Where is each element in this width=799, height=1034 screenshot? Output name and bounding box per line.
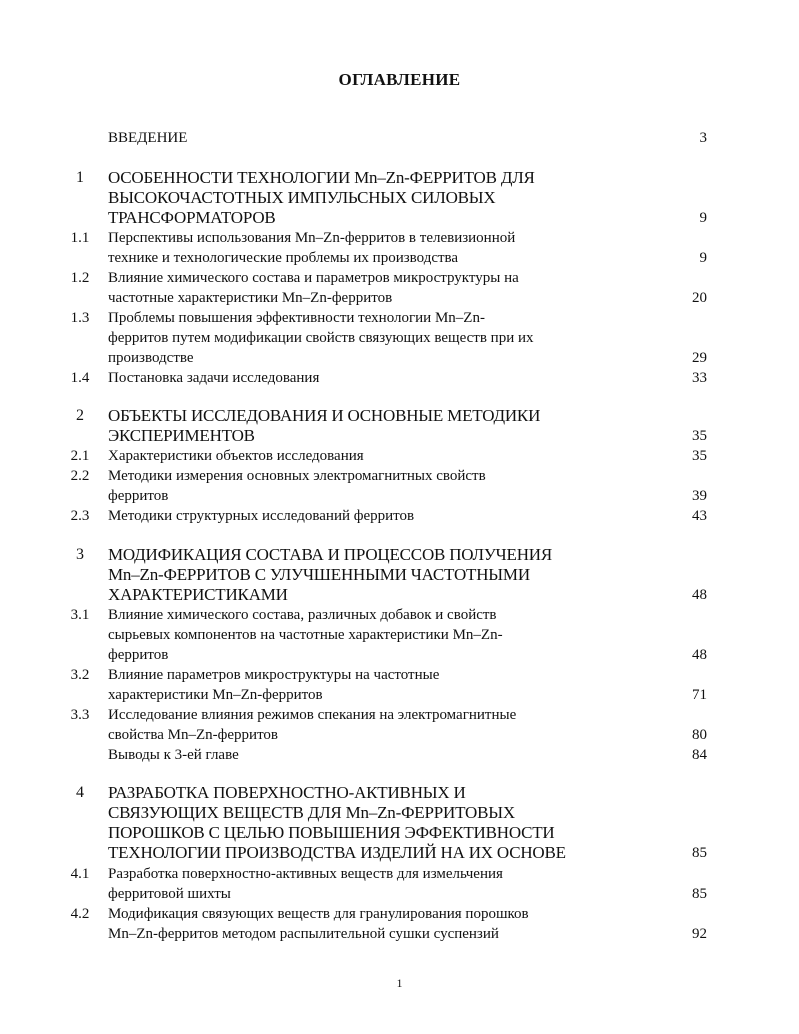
toc-entry-title-line: ферритов путем модификации свойств связующих веществ при их [108,330,534,346]
toc-entry-title [108,128,663,148]
toc-entry-page: 3 [699,130,707,146]
toc-entry-title-line: Разработка поверхностно-активных веществ для измельчения [108,866,503,882]
toc-entry-title-line: Влияние параметров микроструктуры на частотные [108,667,440,683]
toc-entry-number: 4.2 [70,906,90,922]
toc-entry-number: 1.1 [70,230,90,246]
toc-entry-title-line: ОБЪЕКТЫ ИССЛЕДОВАНИЯ И ОСНОВНЫЕ МЕТОДИКИ [108,406,541,425]
toc-entry-title-line: ПОРОШКОВ С ЦЕЛЬЮ ПОВЫШЕНИЯ ЭФФЕКТИВНОСТИ [108,823,555,842]
toc-entry-number: 1.4 [70,370,90,386]
toc-entry-title [108,665,663,705]
toc-entry-title-line: технике и технологические проблемы их производства [108,250,459,266]
toc-entry-number: 2.2 [70,468,90,484]
page-title: ОГЛАВЛЕНИЕ [338,70,461,89]
toc-entry-title-line: Модификация связующих веществ для гранулирования порошков [108,906,529,922]
toc-entry-title-line: характеристики Mn–Zn-ферритов [108,687,323,703]
toc-entry-number: 1 [76,169,84,186]
toc-entry-number: 1.3 [70,310,90,326]
toc-entry-title-line: Исследование влияния режимов спекания на электромагнитные [108,707,517,723]
toc-entry-title-line: ОСОБЕННОСТИ ТЕХНОЛОГИИ Mn–Zn-ФЕРРИТОВ ДЛЯ [108,168,535,187]
toc-entry-page: 92 [692,926,707,942]
toc-entry-title-line: частотные характеристики Mn–Zn-ферритов [108,290,393,306]
toc-entry-title-line: ТРАНСФОРМАТОРОВ [108,208,276,227]
toc-entry-title-line: сырьевых компонентов на частотные характеристики Mn–Zn- [108,627,503,643]
toc-entry-number: 2.3 [70,508,90,524]
toc-entry-title-line: Mn–Zn-ФЕРРИТОВ С УЛУЧШЕННЫМИ ЧАСТОТНЫМИ [108,565,530,584]
toc-entry-title [108,168,663,228]
toc-entry-title-line: ХАРАКТЕРИСТИКАМИ [108,585,288,604]
toc-entry-page: 85 [692,886,707,902]
toc-entry-title [108,406,663,446]
toc-entry-title [108,228,663,268]
toc-entry-title-line: Mn–Zn-ферритов методом распылительной сушки суспензий [108,926,499,942]
toc-entry-title [108,268,663,308]
toc-entry-title-line: Характеристики объектов исследования [108,448,364,464]
toc-entry-title [108,605,663,665]
toc-entry-page: 84 [692,747,707,763]
toc-entry-page: 71 [692,687,707,703]
toc-entry-title-line: Постановка задачи исследования [108,370,320,386]
toc-entry-number: 1.2 [70,270,90,286]
toc-entry-title-line: Перспективы использования Mn–Zn-ферритов в телевизионной [108,230,516,246]
toc-entry-number: 3.2 [70,667,90,683]
page-number: 1 [396,976,403,990]
toc-entry-title-line: ферритовой шихты [108,886,231,902]
toc-entry-title-line: ферритов [108,647,169,663]
toc-entry-title-line: Методики измерения основных электромагнитных свойств [108,468,486,484]
toc-entry-title [108,864,663,904]
toc-entry-title [108,545,663,605]
toc-entry-number: 2.1 [70,448,90,464]
toc-entry-title-line: Влияние химического состава, различных добавок и свойств [108,607,497,623]
toc-entry-title [108,904,663,944]
toc-entry-title-line: ЭКСПЕРИМЕНТОВ [108,426,255,445]
toc-entry-page: 20 [692,290,707,306]
toc-entry-title-line: свойства Mn–Zn-ферритов [108,727,279,743]
toc-entry-title [108,368,663,388]
toc-entry-title [108,745,663,765]
toc-entry-title-line: ферритов [108,488,169,504]
toc-entry-page: 33 [692,370,707,386]
toc-entry-page: 48 [692,647,707,663]
toc-entry-page: 80 [692,727,707,743]
toc-entry-title [108,705,663,745]
toc-entry-title-line: Выводы к 3-ей главе [108,747,239,763]
toc-entry-title-line: ВВЕДЕНИЕ [108,130,188,146]
toc-entry-page: 39 [692,488,707,504]
toc-entry-page: 48 [692,587,707,603]
toc-entry-page: 43 [692,508,707,524]
toc-entry-title [108,506,663,526]
toc-entry-title-line: Влияние химического состава и параметров микроструктуры на [108,270,519,286]
toc-entry-title-line: ТЕХНОЛОГИИ ПРОИЗВОДСТВА ИЗДЕЛИЙ НА ИХ ОСНОВЕ [108,843,566,862]
toc-entry-title-line: ВЫСОКОЧАСТОТНЫХ ИМПУЛЬСНЫХ СИЛОВЫХ [108,188,496,207]
toc-entry-title-line: Проблемы повышения эффективности технологии Mn–Zn- [108,310,485,326]
toc-entry-title-line: Методики структурных исследований ферритов [108,508,415,524]
toc-entry-title [108,446,663,466]
toc-entry-number: 4 [76,784,84,801]
toc-entry-title-line: РАЗРАБОТКА ПОВЕРХНОСТНО-АКТИВНЫХ И [108,783,466,802]
toc-entry-title-line: МОДИФИКАЦИЯ СОСТАВА И ПРОЦЕССОВ ПОЛУЧЕНИЯ [108,545,553,564]
toc-entry-number: 2 [76,407,84,424]
toc-entry-page: 9 [699,250,707,266]
toc-entry-number: 3.3 [70,707,90,723]
toc-entry-title [108,783,663,863]
toc-entry-page: 29 [692,350,707,366]
toc-entry-number: 3 [76,546,84,563]
toc-entry-number: 4.1 [70,866,90,882]
toc-entry-title-line: СВЯЗУЮЩИХ ВЕЩЕСТВ ДЛЯ Mn–Zn-ФЕРРИТОВЫХ [108,803,515,822]
toc-entry-page: 9 [699,210,707,226]
toc-entry-number: 3.1 [70,607,90,623]
toc-entry-title [108,466,663,506]
toc-entry-page: 35 [692,428,707,444]
toc-entry-title [108,308,663,368]
toc-entry-page: 85 [692,845,707,861]
toc-entry-page: 35 [692,448,707,464]
toc-entry-title-line: производстве [108,350,194,366]
